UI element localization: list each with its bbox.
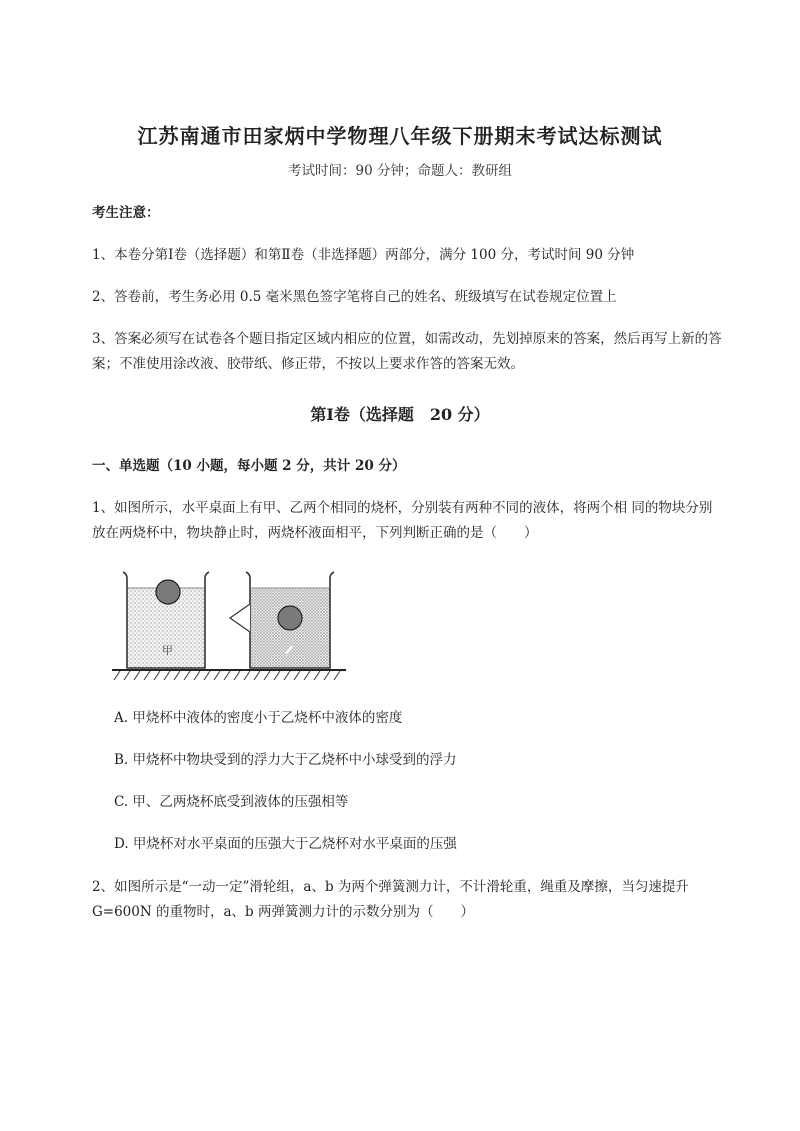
option-c: C. 甲、乙两烧杯底受到液体的压强相等	[114, 794, 349, 810]
beakers-figure	[110, 566, 350, 686]
notice-item-1: 1、本卷分第Ⅰ卷（选择题）和第Ⅱ卷（非选择题）两部分，满分 100 分，考试时间 90 分钟	[92, 247, 635, 263]
question-2-stem: 2、如图所示是“一动一定”滑轮组，a、b 为两个弹簧测力计，不计滑轮重，绳重及摩擦，当匀速提升 G=600N 的重物时，a、b 两弹簧测力计的示数分别为（ ）	[92, 879, 689, 920]
option-b: B. 甲烧杯中物块受到的浮力大于乙烧杯中小球受到的浮力	[114, 752, 457, 768]
beaker-jia	[123, 572, 209, 668]
section-title: 第Ⅰ卷（选择题 20 分）	[310, 405, 490, 424]
beaker-label-jia: 甲	[162, 644, 173, 657]
beaker-yi	[230, 572, 334, 668]
block-yi	[278, 606, 302, 630]
question-1-stem: 1、如图所示，水平桌面上有甲、乙两个相同的烧杯，分别装有两种不同的液体，将两个相 同的物块分别放在两烧杯中，物块静止时，两烧杯液面相平，下列判断正确的是（ ）	[92, 500, 713, 541]
doc-subtitle: 考试时间：90 分钟；命题人：教研组	[288, 163, 512, 179]
option-a: A. 甲烧杯中液体的密度小于乙烧杯中液体的密度	[114, 710, 403, 726]
doc-title: 江苏南通市田家炳中学物理八年级下册期末考试达标测试	[137, 124, 663, 148]
notice-item-2: 2、答卷前，考生务必用 0.5 毫米黑色签字笔将自己的姓名、班级填写在试卷规定位置上	[92, 289, 617, 305]
notice-item-3: 3、答案必须写在试卷各个题目指定区域内相应的位置，如需改动，先划掉原来的答案，然后再写上新的答案；不准使用涂改液、胶带纸、修正带，不按以上要求作答的答案无效。	[92, 331, 722, 372]
block-jia	[156, 580, 180, 604]
notice-heading: 考生注意：	[92, 205, 160, 221]
option-d: D. 甲烧杯对水平桌面的压强大于乙烧杯对水平桌面的压强	[114, 836, 457, 852]
part-heading: 一、单选题（10 小题，每小题 2 分，共计 20 分）	[92, 458, 406, 474]
